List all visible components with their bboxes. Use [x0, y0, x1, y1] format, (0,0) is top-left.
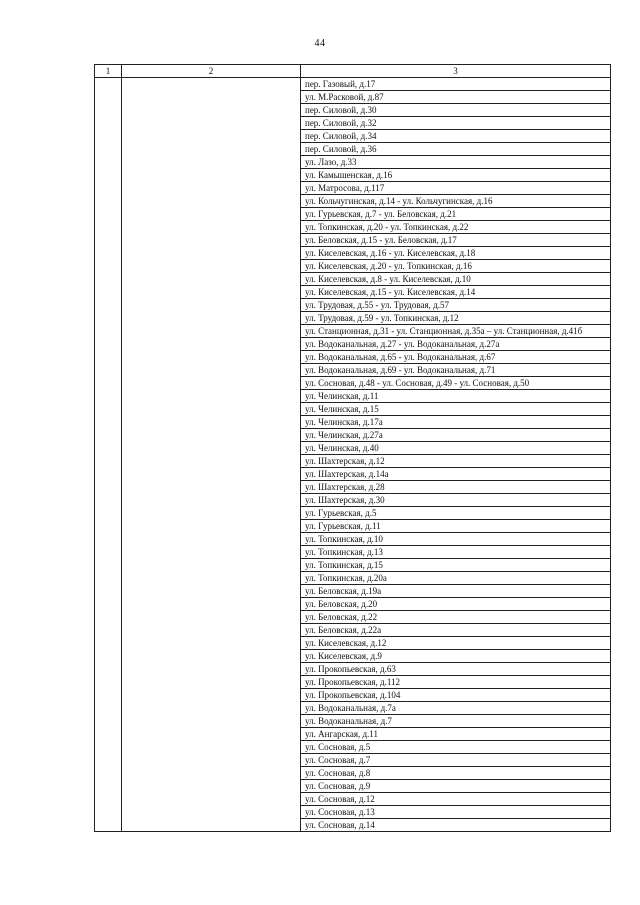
address-cell: ул. Трудовая, д.55 - ул. Трудовая, д.57: [301, 299, 611, 312]
address-cell: ул. Беловская, д.15 - ул. Беловская, д.17: [301, 234, 611, 247]
column-header-3: 3: [301, 65, 611, 78]
address-cell: ул. Прокопьевская, д.112: [301, 676, 611, 689]
address-cell: ул. Беловская, д.20: [301, 598, 611, 611]
address-cell: ул. Челинская, д.17а: [301, 416, 611, 429]
address-cell: ул. Сосновая, д.7: [301, 754, 611, 767]
address-cell: ул. Челинская, д.15: [301, 403, 611, 416]
address-cell: ул. Гурьевская, д.7 - ул. Беловская, д.21: [301, 208, 611, 221]
address-cell: ул. Сосновая, д.8: [301, 767, 611, 780]
table-row: [95, 78, 611, 91]
address-cell: ул. Сосновая, д.14: [301, 819, 611, 832]
address-cell: ул. Сосновая, д.12: [301, 793, 611, 806]
address-cell: ул. Матросова, д.117: [301, 182, 611, 195]
address-cell: ул. Прокопьевская, д.63: [301, 663, 611, 676]
address-cell: ул. Челинская, д.40: [301, 442, 611, 455]
address-cell: ул. Беловская, д.19а: [301, 585, 611, 598]
address-cell: ул. Топкинская, д.13: [301, 546, 611, 559]
address-cell: ул. М.Расковой, д.87: [301, 91, 611, 104]
address-cell: ул. Гурьевская, д.5: [301, 507, 611, 520]
table-header-row: [95, 65, 611, 78]
address-cell: ул. Шахтерская, д.14а: [301, 468, 611, 481]
address-cell: пер. Силовой, д.32: [301, 117, 611, 130]
address-cell: ул. Водоканальная, д.27 - ул. Водоканальная, д.27а: [301, 338, 611, 351]
address-cell: пер. Силовой, д.30: [301, 104, 611, 117]
address-table: [94, 64, 611, 832]
column-header-2: 2: [122, 65, 301, 78]
address-cell: ул. Станционная, д.31 - ул. Станционная, д.35а – ул. Станционная, д.41б: [301, 325, 611, 338]
address-cell: ул. Шахтерская, д.30: [301, 494, 611, 507]
address-cell: ул. Беловская, д.22а: [301, 624, 611, 637]
column-header-1: 1: [95, 65, 122, 78]
address-cell: ул. Беловская, д.22: [301, 611, 611, 624]
address-cell: ул. Водоканальная, д.65 - ул. Водоканальная, д.67: [301, 351, 611, 364]
address-cell: ул. Ангарская, д.11: [301, 728, 611, 741]
address-table-body: [95, 78, 611, 832]
address-cell: ул. Топкинская, д.10: [301, 533, 611, 546]
address-cell: ул. Сосновая, д.13: [301, 806, 611, 819]
address-cell: ул. Водоканальная, д.7: [301, 715, 611, 728]
address-cell: пер. Газовый, д.17: [301, 78, 611, 91]
address-cell: ул. Киселевская, д.15 - ул. Киселевская, д.14: [301, 286, 611, 299]
address-cell: ул. Гурьевская, д.11: [301, 520, 611, 533]
address-cell: пер. Силовой, д.34: [301, 130, 611, 143]
address-cell: ул. Лазо, д.33: [301, 156, 611, 169]
address-cell: ул. Шахтерская, д.12: [301, 455, 611, 468]
address-cell: ул. Киселевская, д.8 - ул. Киселевская, д.10: [301, 273, 611, 286]
address-cell: ул. Киселевская, д.20 - ул. Топкинская, д.16: [301, 260, 611, 273]
address-cell: ул. Водоканальная, д.7а: [301, 702, 611, 715]
address-cell: ул. Водоканальная, д.69 - ул. Водоканальная, д.71: [301, 364, 611, 377]
address-cell: ул. Челинская, д.11: [301, 390, 611, 403]
address-cell: ул. Трудовая, д.59 - ул. Топкинская, д.12: [301, 312, 611, 325]
address-cell: ул. Кольчугинская, д.14 - ул. Кольчугинская, д.16: [301, 195, 611, 208]
address-cell: ул. Камышенская, д.16: [301, 169, 611, 182]
address-cell: ул. Топкинская, д.15: [301, 559, 611, 572]
address-cell: ул. Челинская, д.27а: [301, 429, 611, 442]
address-cell: ул. Топкинская, д.20а: [301, 572, 611, 585]
column-2-cell: [122, 78, 301, 832]
column-1-cell: [95, 78, 122, 832]
address-cell: ул. Киселевская, д.12: [301, 637, 611, 650]
address-cell: ул. Киселевская, д.9: [301, 650, 611, 663]
address-cell: ул. Шахтерская, д.28: [301, 481, 611, 494]
address-cell: пер. Силовой, д.36: [301, 143, 611, 156]
address-cell: ул. Прокопьевская, д.104: [301, 689, 611, 702]
address-cell: ул. Киселевская, д.16 - ул. Киселевская, д.18: [301, 247, 611, 260]
address-cell: ул. Сосновая, д.9: [301, 780, 611, 793]
address-cell: ул. Сосновая, д.5: [301, 741, 611, 754]
address-cell: ул. Сосновая, д.48 - ул. Сосновая, д.49 - ул. Сосновая, д.50: [301, 377, 611, 390]
address-cell: ул. Топкинская, д.20 - ул. Топкинская, д.22: [301, 221, 611, 234]
page-number: 44: [314, 38, 326, 49]
